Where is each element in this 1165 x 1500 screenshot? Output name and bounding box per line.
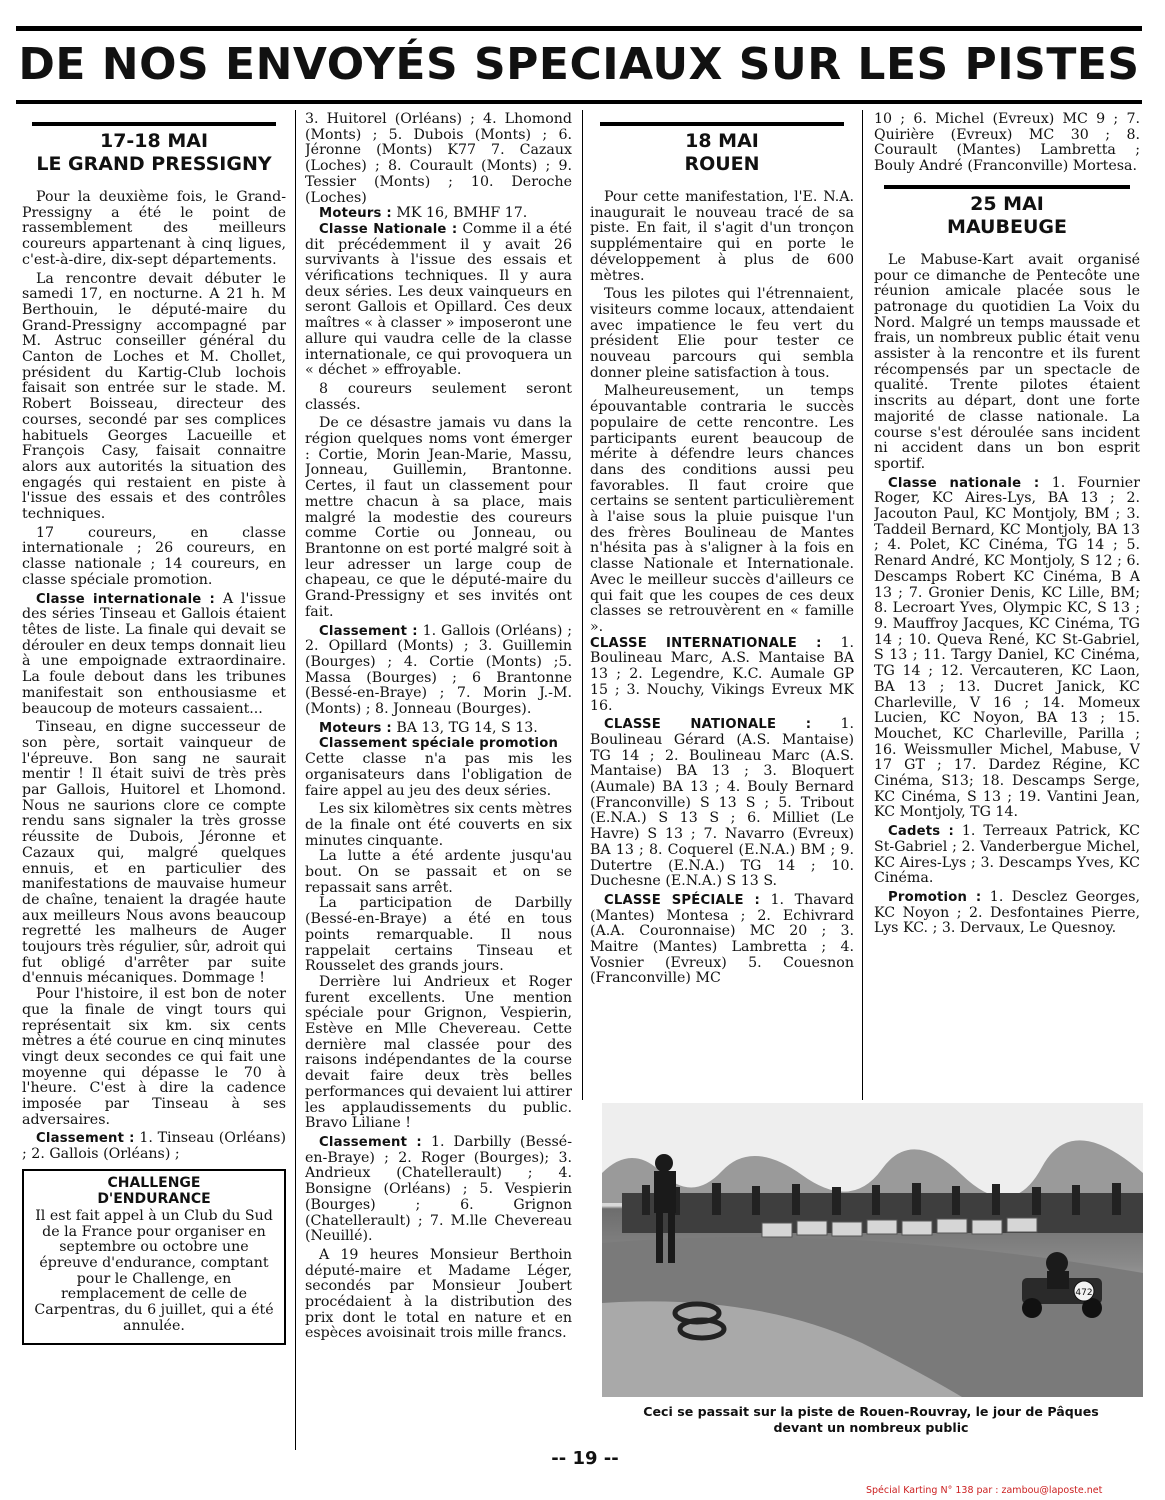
page-headline: DE NOS ENVOYÉS SPECIAUX SUR LES PISTES <box>18 39 1140 90</box>
run-in-label: Moteurs : <box>319 720 392 736</box>
run-in-label: CLASSE SPÉCIALE : <box>604 892 760 908</box>
column-2 <box>305 112 572 1452</box>
caption-line: Ceci se passait sur la piste de Rouen-Rouvray, le jour de Pâques <box>643 1404 1099 1419</box>
paragraph-text: Comme il a été dit précédemment il y avait 26 survivants à l'issue des essais et vérifications techniques. Il y aura deux séries. Les deux vainqueurs en seront Gallois et Opillard. Ces deux maîtres « à classer » imposeront une allure qui vaudra celle de la classe internationale, ce qui provoquera un « déchet » effroyable. <box>305 220 572 379</box>
article-paragraph <box>874 476 1140 821</box>
article-paragraph <box>305 624 572 718</box>
article-paragraph: Pour cette manifestation, l'E. N.A. inaugurait le nouveau tracé de sa piste. En fait, il s'agit d'un tronçon supplémentaire qui en porte le développement à plus de 600 mètres. <box>590 189 854 284</box>
section-date: 18 MAI <box>685 130 759 152</box>
article-paragraph: 17 coureurs, en classe internationale ; 26 coureurs, en classe nationale ; 14 coureurs, en classe spéciale promotion. <box>22 524 286 588</box>
article-paragraph: La rencontre devait débuter le samedi 17, en nocturne. A 21 h. M Berthouin, le député-maire du Grand-Pressigny accompagné par M. Astruc conseiller général du Canton de Loches et M. Chollet, président du Kartig-Club lochois faisait son entrée sur le stade. M. Robert Boisseau, directeur des courses, secondé par ses complices habituels Georges Lacueille et François Casy, faisait connaitre alors aux autorités la situation des engagés qui restaient en piste à l'issue des essais et des contrôles techniques. <box>22 270 286 523</box>
article-paragraph: A 19 heures Monsieur Berthoin député-maire et Madame Léger, secondés par Monsieur Joubert procédaient à la distribution des prix dont le total en nature et en espèces avoisinait trois mille francs. <box>305 1246 572 1342</box>
challenge-title <box>34 1175 274 1207</box>
article-paragraph: 10 ; 6. Michel (Evreux) MC 9 ; 7. Quirière (Evreux) MC 30 ; 8. Courault (Mantes) Lambretta ; Bouly André (Franconville) Mortesa. <box>874 112 1140 175</box>
paragraph-text: 1. Gallois (Orléans) ; 2. Opillard (Monts) ; 3. Guillemin (Bourges) ; 4. Cortie (Monts) ;5. Massa (Bourges) ; 6 Brantonne (Bessé-en-Braye) ; 7. Morin J.-M. (Monts) ; 8. Jonneau (Bourges). <box>305 622 572 718</box>
page-number: -- 19 -- <box>551 1448 619 1469</box>
article-paragraph <box>305 1135 572 1245</box>
article-paragraph <box>305 736 572 752</box>
run-in-label: Classe internationale : <box>36 591 216 607</box>
photo-caption <box>595 1404 1147 1436</box>
section-header-grand-pressigny <box>32 122 276 176</box>
run-in-label: Classe nationale : <box>888 475 1040 491</box>
article-paragraph <box>590 636 854 715</box>
paragraph-text: 1. Fournier Roger, KC Aires-Lys, BA 13 ; 2. Jacouton Paul, KC Montjoly, BM ; 3. Taddeil Bernard, KC Montjoly, BA 13 ; 4. Polet, KC Cinéma, TG 14 ; 5. Renard André, KC Montjoly, S 12 ; 6. Descamps Robert KC Cinéma, B A 13 ; 7. Gronier Denis, KC Lille, BM; 8. Lecroart Yves, Olympic KC, S 13 ; 9. Mauffroy Jacques, KC Cinéma, TG 14 ; 10. Queva René, KC St-Gabriel, S 13 ; 11. Targy Daniel, KC Cinéma, TG 14 ; 12. Vercauteren, KC Laon, BA 13 ; 13. Ducret Janick, KC Charleville, V 16 ; 14. Momeux Lucien, KC Noyon, BA 13 ; 15. Mouchet, KC Charleville, Parilla ; 16. Weissmuller Michel, Mabuse, V 17 GT ; 17. Dardez Régine, KC Cinéma, S13; 18. Descamps Serge, KC Cinéma, S 13 ; 19. Vantini Jean, KC Montjoly, TG 14. <box>874 474 1140 821</box>
column-divider <box>582 110 583 1100</box>
column-3 <box>590 112 854 1100</box>
challenge-text: Il est fait appel à un Club du Sud de la France pour organiser en septembre ou octobre une épreuve d'endurance, comptant pour le Challenge, en remplacement de celle de Carpentras, du 6 juillet, qui a été annulée. <box>34 1207 274 1334</box>
column-divider <box>862 110 863 1100</box>
article-paragraph: Tinseau, en digne successeur de son père, sortait vainqueur de l'épreuve. Bon sang ne saurait mentir ! Il était suivi de très près par Gallois, Huitorel et Lhomond. Nous ne saurions clore ce compte rendu sans signaler la très grosse réussite de Dubois, Jéronne et Cazaux qui, malgré quelques ennuis, et en particulier des manifestations de mauvaise humeur de chaîne, tenaient la dragée haute aux meilleurs Nous avons beaucoup regretté les malheurs de Auger toujours très régulier, sûr, adroit qui fut obligé d'arrêter par suite d'ennuis mécaniques. Dommage ! <box>22 719 286 987</box>
article-paragraph: De ce désastre jamais vu dans la région quelques noms vont émerger : Cortie, Morin Jean-Marie, Massu, Jonneau, Guillemin, Brantonne. Certes, il faut un classement pour mettre chacun à sa place, mais malgré la modestie des coureurs comme Cortie ou Jonneau, ou Brantonne on est porté malgré soit à leur adresser un large coup de chapeau, ce que le député-maire du Grand-Pressigny et ses invités ont fait. <box>305 415 572 620</box>
section-header-maubeuge <box>884 185 1130 239</box>
run-in-label: Moteurs : <box>319 206 392 222</box>
article-paragraph: La lutte a été ardente jusqu'au bout. On se passait et on se repassait sans arrêt. <box>305 848 572 896</box>
kart-number: 472 <box>1075 1288 1093 1298</box>
run-in-label: Classement : <box>319 623 418 639</box>
section-header-rouen <box>600 122 844 176</box>
article-paragraph: 8 coureurs seulement seront classés. <box>305 380 572 413</box>
paragraph-text: 1. Boulineau Gérard (A.S. Mantaise) TG 14 ; 2. Boulineau Marc (A.S. Mantaise) BA 13 ; 3. Bloquert (Aumale) BA 13 ; 4. Bouly Bernard (Franconville) S 13 S ; 5. Tribout (E.N.A.) S 13 S ; 6. Milliet (Le Havre) S 13 ; 7. Navarro (Evreux) BA 13 ; 8. Coquerel (E.N.A.) BM ; 9. Dutertre (E.N.A.) TG 14 ; 10. Duchesne (E.N.A.) S 13 S. <box>590 716 854 890</box>
paragraph-text: 1. Desclez Georges, KC Noyon ; 2. Desfontaines Pierre, Lys KC. ; 3. Dervaux, Le Quesnoy. <box>874 888 1140 937</box>
article-paragraph: Malheureusement, un temps épouvantable contraria le succès populaire de cette rencontre. Les participants eurent beaucoup de mérite à défendre leurs chances dans des conditions aussi peu favorables. Il faut croire que certains se sentent particulièrement à l'aise sous la pluie puisque l'un des frères Boulineau de Mantes n'hésita pas à s'aligner à la fois en classe Nationale et Internationale. Avec le meilleur succès d'ailleurs ce qui fait que les coupes de ces deux classes se retrouvèrent en « famille ». <box>590 383 854 635</box>
paragraph-text: 1. Thavard (Mantes) Montesa ; 2. Echivrard (A.A. Couronnaise) MC 20 ; 3. Maitre (Mantes) Lambretta ; 4. Vosnier (Evreux) 5. Couesnon (Franconville) MC <box>590 891 854 987</box>
paragraph-text: A l'issue des séries Tinseau et Gallois étaient têtes de liste. La finale qui devait se dérouler en deux temps donnait lieu à une empoignade extraordinaire. La foule debout dans les tribunes manifestait son enthousiasme et beaucoup de moteurs cassaient... <box>22 590 286 717</box>
paragraph-text: 1. Darbilly (Bessé-en-Braye) ; 2. Roger (Bourges); 3. Andrieux (Chatellerault) ; 4. Bonsigne (Orléans) ; 5. Vespierin (Bourges) ; 6. Grignon (Chatellerault) ; 7. M.lle Chevereau (Neuillé). <box>305 1134 572 1245</box>
run-in-label: Classe Nationale : <box>319 221 458 237</box>
section-date: 17-18 MAI <box>99 130 209 152</box>
column-divider <box>295 110 296 1450</box>
article-paragraph: La participation de Darbilly (Bessé-en-Braye) a été en tous points remarquable. Il nous rappelait certains Tinseau et Rousselet des grands jours. <box>305 895 572 975</box>
top-rule <box>16 26 1142 31</box>
race-photo <box>602 1103 1143 1397</box>
article-paragraph <box>874 824 1140 887</box>
article-paragraph: Pour la deuxième fois, le Grand-Pressigny a été le point de rassemblement des meilleurs coureurs appartenant à cinq ligues, c'est-à-dire, dix-sept départements. <box>22 189 286 268</box>
article-paragraph <box>874 890 1140 937</box>
caption-line: devant un nombreux public <box>773 1420 969 1435</box>
run-in-label: CLASSE INTERNATIONALE : <box>590 635 822 651</box>
article-paragraph: Cette classe n'a pas mis les organisateurs dans l'obligation de faire appel au jeu des deux séries. <box>305 751 572 799</box>
challenge-title-line: CHALLENGE <box>107 1174 201 1191</box>
run-in-label: Classement : <box>36 1131 135 1147</box>
article-paragraph <box>305 222 572 379</box>
column-1 <box>22 112 286 1452</box>
article-paragraph: Tous les pilotes qui l'étrennaient, visiteurs comme locaux, attendaient avec impatience le feu vert du président Elie pour tester ce nouveau parcours qui sembla donner pleine satisfaction à tous. <box>590 286 854 381</box>
challenge-title-line: D'ENDURANCE <box>97 1190 211 1207</box>
article-paragraph: Derrière lui Andrieux et Roger furent excellents. Une mention spéciale pour Grignon, Vespierin, Estève en Mlle Chevereau. Cette dernière mal classée pour des raisons indépendantes de la course devait faire deux très belles performances qui devaient lui attirer les applaudissements du public. Bravo Liliane ! <box>305 973 572 1132</box>
article-paragraph <box>22 592 286 718</box>
article-paragraph <box>305 206 572 222</box>
section-place: MAUBEUGE <box>947 215 1067 238</box>
paragraph-text: MK 16, BMHF 17. <box>396 205 528 222</box>
column-4 <box>874 112 1140 1100</box>
run-in-label: Promotion : <box>888 889 982 905</box>
paragraph-text: BA 13, TG 14, S 13. <box>396 719 538 736</box>
run-in-label: CLASSE NATIONALE : <box>604 717 812 733</box>
run-in-label: Classement spéciale promotion <box>319 736 559 752</box>
article-paragraph <box>590 717 854 890</box>
article-paragraph <box>22 1131 286 1162</box>
run-in-label: Classement : <box>319 1135 422 1150</box>
article-paragraph: Les six kilomètres six cents mètres de la finale ont été couverts en six minutes cinquante. <box>305 801 572 849</box>
section-place: ROUEN <box>684 153 760 175</box>
section-date: 25 MAI <box>970 192 1044 215</box>
section-place: LE GRAND PRESSIGNY <box>36 153 272 175</box>
challenge-box <box>22 1169 286 1345</box>
headline-underline <box>16 100 1142 104</box>
paragraph-text: 1. Terreaux Patrick, KC St-Gabriel ; 2. Vanderbergue Michel, KC Aires-Lys ; 3. Descamps Yves, KC Cinéma. <box>874 823 1140 887</box>
paragraph-text: 1. Boulineau Marc, A.S. Mantaise BA 13 ; 2. Legendre, K.C. Aumale GP 15 ; 3. Nouchy, Vikings Evreux MK 16. <box>590 634 854 714</box>
article-paragraph: Le Mabuse-Kart avait organisé pour ce dimanche de Pentecôte une réunion amicale placée sous le patronage du quotidien La Voix du Nord. Malgré un temps maussade et frais, un nombreux public était venu assister à la rencontre et ils furent récompensés par un spectacle de qualité. Trente pilotes étaient inscrits au départ, dont une forte majorité de classe nationale. La course s'est déroulée sans incident ni accident dans un bon esprit sportif. <box>874 251 1140 472</box>
article-paragraph: 3. Huitorel (Orléans) ; 4. Lhomond (Monts) ; 5. Dubois (Monts) ; 6. Jéronne (Monts) K77 7. Cazaux (Loches) ; 8. Courault (Monts) ; 9. Tessier (Monts) ; 10. Deroche (Loches) <box>305 112 572 206</box>
race-photo-drawing <box>602 1103 1143 1397</box>
article-paragraph <box>305 721 572 737</box>
paragraph-text: 1. Tinseau (Orléans) ; 2. Gallois (Orléans) ; <box>22 1130 286 1163</box>
article-paragraph: Pour l'histoire, il est bon de noter que la finale de vingt tours qui représentait six km. six cents mètres a été courue en cinq minutes vingt deux secondes ce qui fait une moyenne qui dépasse le 70 à l'heure. C'est à dire la cadence imposée par Tinseau à ses adversaires. <box>22 986 286 1128</box>
article-paragraph <box>590 893 854 987</box>
run-in-label: Cadets : <box>888 824 954 840</box>
scan-credit: Spécial Karting N° 138 par : zambou@laposte.net <box>866 1485 1103 1496</box>
